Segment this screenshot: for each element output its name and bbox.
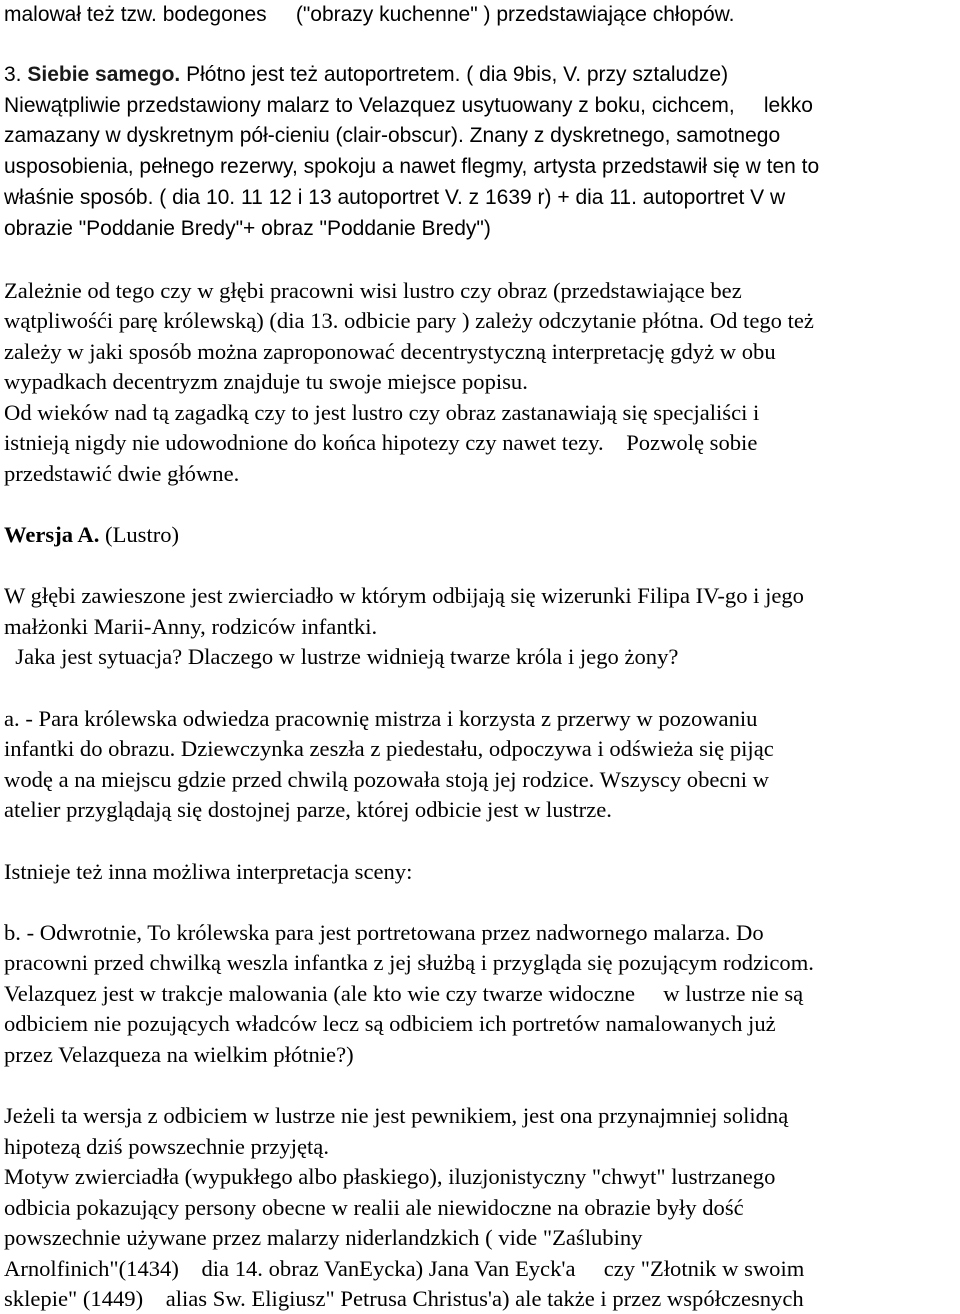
text-line: W głębi zawieszone jest zwierciadło w którym odbijają się wizerunki Filipa IV-go i jego xyxy=(4,583,804,608)
text-line: Zależnie od tego czy w głębi pracowni wisi lustro czy obraz (przedstawiające bez xyxy=(4,278,742,303)
text-line: a. - Para królewska odwiedza pracownię mistrza i korzysta z przerwy w pozowaniu xyxy=(4,706,758,731)
list-number: 3. xyxy=(4,63,28,86)
text-line: Istnieje też inna możliwa interpretacja sceny: xyxy=(4,859,413,884)
text-line: Niewątpliwie przedstawiony malarz to Velazquez usytuowany z boku, cichcem, lekko xyxy=(4,94,813,117)
text-line: przedstawić dwie główne. xyxy=(4,461,240,486)
text-line: wypadkach decentryzm znajduje tu swoje miejsce popisu. xyxy=(4,369,528,394)
text-line: infantki do obrazu. Dziewczynka zeszła z piedestału, odpoczywa i odświeża się pijąc xyxy=(4,736,774,761)
text-line xyxy=(4,60,728,90)
section-heading: Siebie samego. xyxy=(27,63,181,86)
text-line-rest: Płótno jest też autoportretem. ( dia 9bis, V. przy sztaludze) xyxy=(180,63,729,86)
text-line: usposobienia, pełnego rezerwy, spokoju a nawet flegmy, artysta przedstawił się w ten to xyxy=(4,155,820,178)
text-line: małżonki Marii-Anny, rodziców infantki. xyxy=(4,614,378,639)
text-line: Jaka jest sytuacja? Dlaczego w lustrze widnieją twarze króla i jego żony? xyxy=(4,644,679,669)
text-line: atelier przyglądają się dostojnej parze, której odbicie jest w lustrze. xyxy=(4,797,612,822)
text-line: Arnolfinich"(1434) dia 14. obraz VanEycka) Jana Van Eyck'a czy "Złotnik w swoim xyxy=(4,1256,805,1281)
text-line: Od wieków nad tą zagadką czy to jest lustro czy obraz zastanawiają się specjaliści i xyxy=(4,400,760,425)
text-line: b. - Odwrotnie, To królewska para jest portretowana przez nadwornego malarza. Do xyxy=(4,920,764,945)
text-line: Motyw zwierciadła (wypukłego albo płaskiego), iluzjonistyczny "chwyt" lustrzanego xyxy=(4,1164,776,1189)
heading-rest: (Lustro) xyxy=(99,522,180,547)
heading-label: Wersja A. xyxy=(4,522,100,547)
text-line: wodę a na miejscu gdzie przed chwilą pozowała stoją jej rodzice. Wszyscy obecni w xyxy=(4,767,769,792)
text-line: właśnie sposób. ( dia 10. 11 12 i 13 autoportret V. z 1639 r) + dia 11. autoportret V w xyxy=(4,186,786,209)
text-line: odbiciem nie pozujących władców lecz są odbiciem ich portretów namalowanych już xyxy=(4,1011,776,1036)
text-line: Velazquez jest w trakcje malowania (ale kto wie czy twarze widoczne w lustrze nie są xyxy=(4,981,804,1006)
text-line: pracowni przed chwilką weszla infantka z jej służbą i przygląda się pozującym rodzicom. xyxy=(4,950,814,975)
text-line: Jeżeli ta wersja z odbiciem w lustrze nie jest pewnikiem, jest ona przynajmniej solidną xyxy=(4,1103,789,1128)
text-line: obrazie "Poddanie Bredy"+ obraz "Poddanie Bredy") xyxy=(4,217,491,240)
text-line: zamazany w dyskretnym pół-cieniu (clair-obscur). Znany z dyskretnego, samotnego xyxy=(4,124,781,147)
text-line: hipotezą dziś powszechnie przyjętą. xyxy=(4,1134,329,1159)
text-line: malował też tzw. bodegones ("obrazy kuchenne" ) przedstawiające chłopów. xyxy=(4,3,735,26)
text-line: przez Velazqueza na wielkim płótnie?) xyxy=(4,1042,354,1067)
text-line: wątpliwośći parę królewską) (dia 13. odbicie pary ) zależy odczytanie płótna. Od tego też xyxy=(4,308,814,333)
text-line: powszechnie używane przez malarzy niderlandzkich ( vide "Zaślubiny xyxy=(4,1225,643,1250)
text-line: zależy w jaki sposób można zaproponować decentrystyczną interpretację gdyż w obu xyxy=(4,339,776,364)
section-heading xyxy=(4,520,179,550)
text-line: istnieją nigdy nie udowodnione do końca hipotezy czy nawet tezy. Pozwolę sobie xyxy=(4,430,758,455)
text-line: sklepie" (1449) alias Sw. Eligiusz" Petrusa Christus'a) ale także i przez współczesnych xyxy=(4,1286,804,1311)
text-line: odbicia pokazujący persony obecne w realii ale niewidoczne na obrazie były dość xyxy=(4,1195,744,1220)
